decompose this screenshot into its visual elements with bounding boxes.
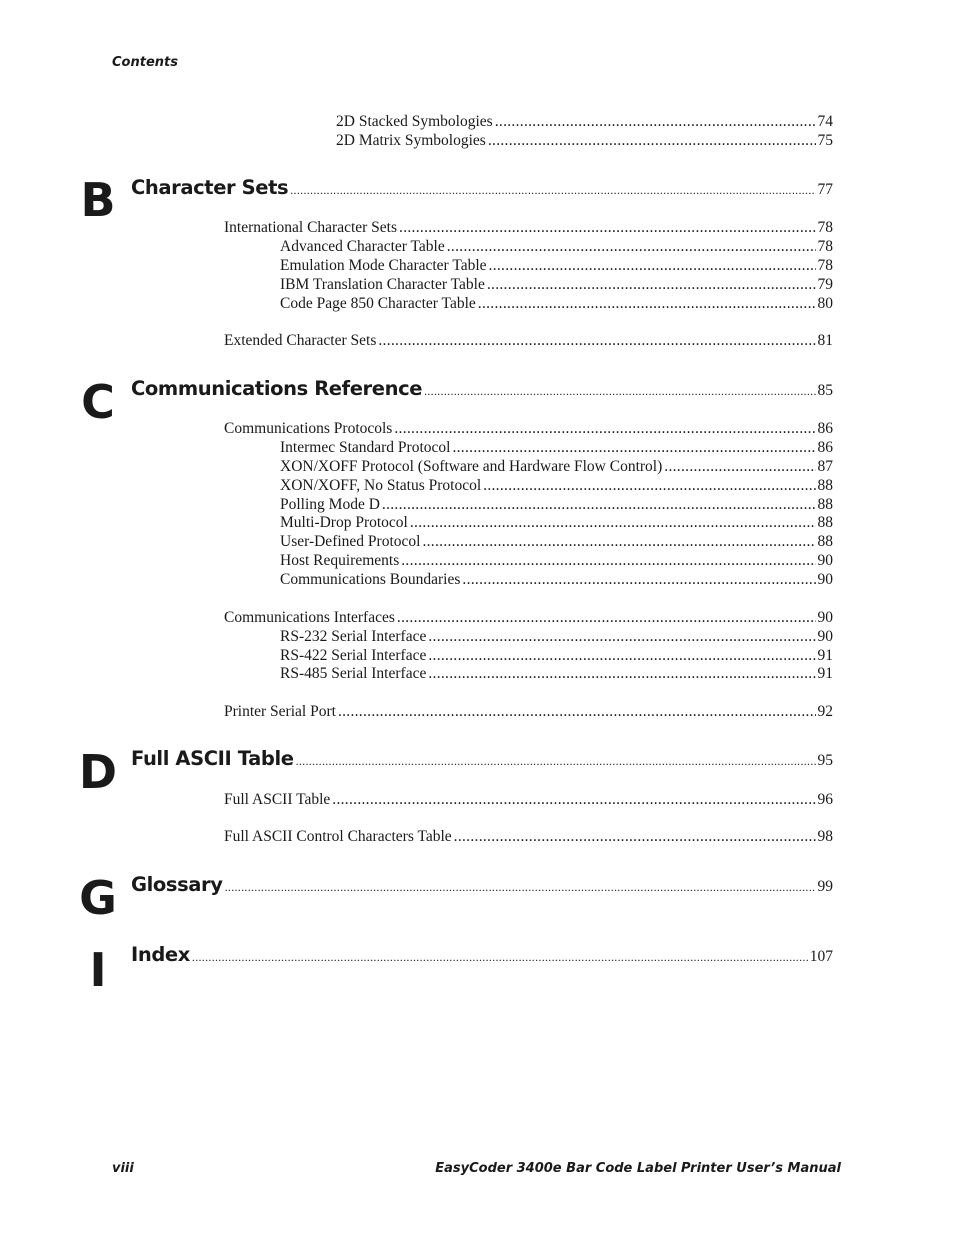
- entry-page: 90: [817, 628, 833, 645]
- toc-entry[interactable]: [280, 570, 833, 589]
- entry-page: 88: [817, 533, 833, 550]
- chapter-title: Glossary: [131, 873, 223, 896]
- entry-page: 80: [817, 295, 833, 312]
- entry-page: 87: [817, 458, 833, 475]
- chapter-entry-glossary[interactable]: [131, 872, 833, 900]
- footer-page-number: viii: [112, 1161, 134, 1176]
- toc-entry[interactable]: [224, 702, 833, 721]
- toc-entry[interactable]: [280, 457, 833, 476]
- dot-leader: [489, 256, 816, 275]
- entry-title: Multi-Drop Protocol: [280, 514, 408, 531]
- toc-entry[interactable]: [224, 827, 833, 846]
- entry-title: XON/XOFF Protocol (Software and Hardware Flow Control): [280, 458, 663, 475]
- toc-entry[interactable]: [280, 438, 833, 457]
- chapter-entry-communications-reference[interactable]: [131, 376, 833, 404]
- toc-entry[interactable]: [280, 275, 833, 294]
- entry-title: 2D Matrix Symbologies: [336, 132, 486, 149]
- chapter-entry-index[interactable]: [131, 942, 833, 970]
- entry-title: RS-232 Serial Interface: [280, 628, 427, 645]
- entry-title: Printer Serial Port: [224, 703, 336, 720]
- dot-leader: [428, 646, 815, 665]
- dot-leader: [290, 177, 815, 203]
- chapter-page: 95: [817, 752, 833, 769]
- entry-title: IBM Translation Character Table: [280, 276, 485, 293]
- toc-entry[interactable]: [224, 419, 833, 438]
- entry-title: User-Defined Protocol: [280, 533, 421, 550]
- entry-title: Extended Character Sets: [224, 332, 377, 349]
- entry-page: 78: [817, 238, 833, 255]
- entry-title: Emulation Mode Character Table: [280, 257, 487, 274]
- entry-page: 88: [817, 514, 833, 531]
- toc-entry[interactable]: [280, 532, 833, 551]
- dot-leader: [478, 294, 816, 313]
- dot-leader: [424, 378, 815, 404]
- toc-entry[interactable]: [280, 237, 833, 256]
- toc-entry[interactable]: [280, 551, 833, 570]
- entry-page: 74: [817, 113, 833, 130]
- chapter-page: 85: [817, 382, 833, 399]
- dot-leader: [410, 513, 816, 532]
- entry-title: Communications Protocols: [224, 420, 393, 437]
- dot-leader: [332, 790, 815, 809]
- chapter-title: Full ASCII Table: [131, 747, 294, 770]
- chapter-title: Communications Reference: [131, 377, 423, 400]
- dot-leader: [399, 218, 815, 237]
- chapter-title: Character Sets: [131, 176, 289, 199]
- entry-title: Intermec Standard Protocol: [280, 439, 451, 456]
- entry-title: Full ASCII Table: [224, 791, 331, 808]
- entry-page: 90: [817, 571, 833, 588]
- toc-entry[interactable]: [280, 495, 833, 514]
- entry-title: International Character Sets: [224, 219, 398, 236]
- dot-leader: [225, 874, 816, 900]
- entry-title: Communications Interfaces: [224, 609, 395, 626]
- chapter-page: 107: [809, 948, 833, 965]
- dot-leader: [394, 419, 815, 438]
- toc-entry[interactable]: [280, 476, 833, 495]
- chapter-entry-character-sets[interactable]: [131, 175, 833, 203]
- dot-leader: [338, 702, 816, 721]
- chapter-entry-full-ascii-table[interactable]: [131, 746, 833, 774]
- entry-title: 2D Stacked Symbologies: [336, 113, 493, 130]
- entry-page: 75: [817, 132, 833, 149]
- entry-page: 90: [817, 552, 833, 569]
- chapter-page: 99: [817, 878, 833, 895]
- toc-entry[interactable]: [280, 627, 833, 646]
- entry-page: 78: [817, 257, 833, 274]
- toc-entry[interactable]: [280, 294, 833, 313]
- entry-page: 86: [817, 439, 833, 456]
- entry-title: Communications Boundaries: [280, 571, 461, 588]
- dot-leader: [422, 532, 815, 551]
- dot-leader: [382, 495, 816, 514]
- toc-entry[interactable]: [224, 331, 833, 350]
- dot-leader: [664, 457, 815, 476]
- dot-leader: [428, 664, 815, 683]
- chapter-title: Index: [131, 943, 190, 966]
- entry-page: 88: [817, 477, 833, 494]
- entry-page: 78: [817, 219, 833, 236]
- entry-page: 91: [817, 647, 833, 664]
- toc-entry[interactable]: [336, 131, 833, 150]
- dot-leader: [452, 438, 815, 457]
- toc-entry[interactable]: [280, 646, 833, 665]
- dot-leader: [428, 627, 815, 646]
- entry-page: 81: [817, 332, 833, 349]
- entry-page: 98: [817, 828, 833, 845]
- entry-page: 92: [817, 703, 833, 720]
- entry-page: 86: [817, 420, 833, 437]
- entry-title: RS-485 Serial Interface: [280, 665, 427, 682]
- entry-title: Polling Mode D: [280, 496, 380, 513]
- dot-leader: [296, 748, 816, 774]
- entry-title: Code Page 850 Character Table: [280, 295, 476, 312]
- toc-entry[interactable]: [224, 790, 833, 809]
- toc-entry[interactable]: [280, 513, 833, 532]
- appendix-letter-b: B: [80, 173, 116, 227]
- appendix-letter-i: I: [89, 943, 107, 997]
- appendix-letter-g: G: [79, 871, 117, 925]
- entry-title: Full ASCII Control Characters Table: [224, 828, 452, 845]
- running-header: Contents: [112, 55, 178, 70]
- entry-page: 79: [817, 276, 833, 293]
- chapter-page: 77: [817, 181, 833, 198]
- dot-leader: [401, 551, 815, 570]
- dot-leader: [495, 112, 816, 131]
- toc-entry[interactable]: [224, 218, 833, 237]
- entry-title: RS-422 Serial Interface: [280, 647, 427, 664]
- dot-leader: [454, 827, 816, 846]
- footer-manual-title: EasyCoder 3400e Bar Code Label Printer User’s Manual: [435, 1161, 841, 1176]
- toc-entry[interactable]: [280, 664, 833, 683]
- entry-title: Advanced Character Table: [280, 238, 445, 255]
- dot-leader: [487, 275, 816, 294]
- entry-page: 96: [817, 791, 833, 808]
- dot-leader: [447, 237, 816, 256]
- dot-leader: [488, 131, 816, 150]
- dot-leader: [483, 476, 815, 495]
- toc-entry[interactable]: [224, 608, 833, 627]
- toc-entry[interactable]: [336, 112, 833, 131]
- entry-title: Host Requirements: [280, 552, 400, 569]
- dot-leader: [397, 608, 816, 627]
- dot-leader: [378, 331, 815, 350]
- dot-leader: [192, 944, 808, 970]
- entry-title: XON/XOFF, No Status Protocol: [280, 477, 482, 494]
- toc-entry[interactable]: [280, 256, 833, 275]
- appendix-letter-d: D: [78, 745, 118, 799]
- dot-leader: [462, 570, 815, 589]
- appendix-letter-c: C: [81, 375, 115, 429]
- entry-page: 90: [817, 609, 833, 626]
- entry-page: 91: [817, 665, 833, 682]
- entry-page: 88: [817, 496, 833, 513]
